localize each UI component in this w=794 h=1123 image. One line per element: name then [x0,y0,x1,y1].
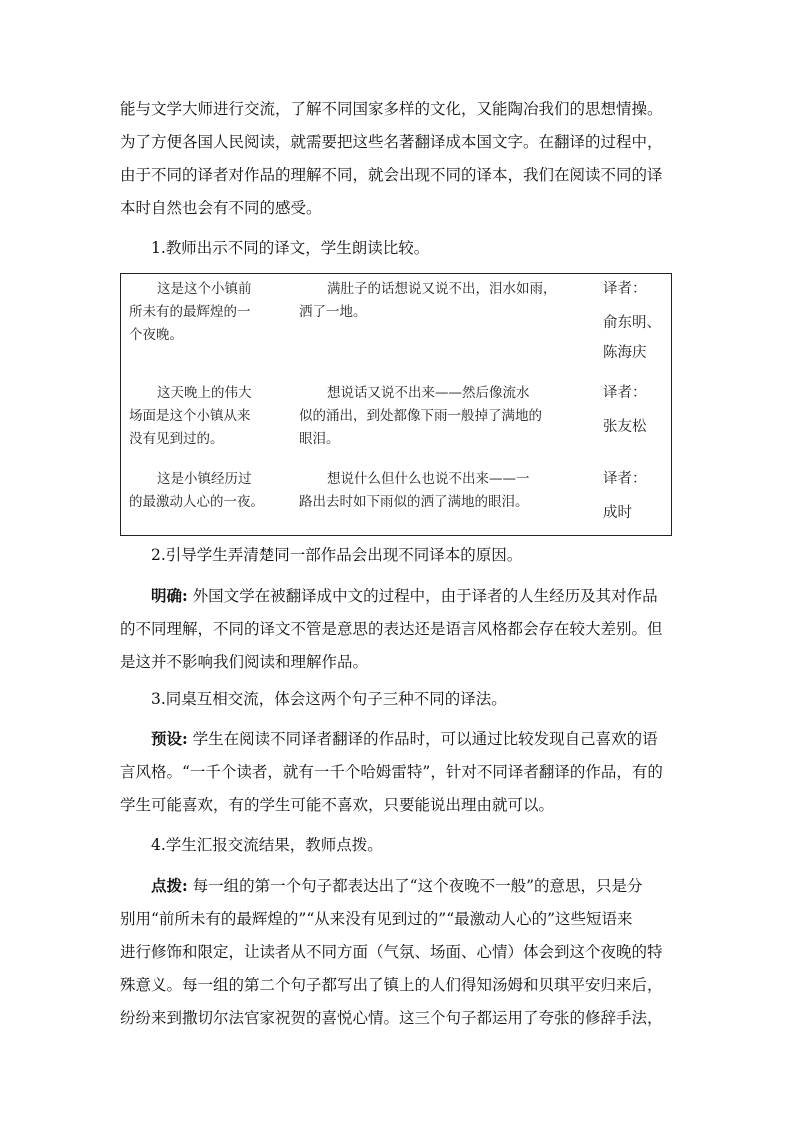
row-2-sentence-a: 这天晚上的伟大 场面是这个小镇从来 没有见到过的。 [129,385,252,447]
translator-name: 成时 [603,505,632,521]
row-1-translator [603,274,667,368]
intro-line: 本时自然也会有不同的感受。 [120,199,322,217]
step-1 [120,232,680,265]
row-2-translator [603,378,667,442]
preset-label: 预设: [151,729,188,748]
row-3-sentence-a: 这是小镇经历过 的最激动人心的一夜。 [129,471,264,510]
step-1-text: 1.教师出示不同的译文，学生朗读比较。 [151,239,430,257]
step-3 [120,683,680,716]
guidance-paragraph: 点拨: 每一组的第一个句子都表达出了“这个夜晚不一般”的意思，只是分 别用“前所未有的最辉煌的”“从来没有见到过的”“最激动人心的”这些短语来 进行修饰和限定，让读者从不同方面（气氛、场面、心情）体会到这个夜晚的特 殊意义。每一组的第二个句子都写出了镇上的人们得知汤姆和贝琪平安归来后， 纷纷来到撒切尔法官家祝贺的喜悦心情。这三个句子都运用了夸张的修辞手法， [120,876,663,1027]
row-3-sentence-b: 想说什么但什么也说不出来——一 路出去时如下雨似的洒了满地的眼泪。 [299,471,530,510]
step-3-text: 3.同桌互相交流，体会这两个句子三种不同的译法。 [151,690,507,708]
translation-table [120,273,672,536]
translator-name: 俞东明、 [603,315,661,331]
step-4 [120,829,680,862]
preset-paragraph: 预设: 学生在阅读不同译者翻译的作品时，可以通过比较发现自己喜欢的语 言风格。“一千个读者，就有一千个哈姆雷特”，针对不同译者翻译的作品，有的 学生可能喜欢，有的学生可能不喜欢，只要能说出理由就可以。 [120,729,663,814]
row-2-sentence-b: 想说话又说不出来——然后像流水 似的涌出，到处都像下雨一般掉了满地的 眼泪。 [299,385,542,447]
translator-label: 译者： [603,281,647,297]
translator-label: 译者： [603,385,647,401]
intro-line: 由于不同的译者对作品的理解不同，就会出现不同的译本，我们在阅读不同的译 [120,166,663,184]
translator-name: 张友松 [603,419,647,435]
translator-name: 陈海庆 [603,345,647,361]
row-3-translator [603,464,667,528]
step-4-text: 4.学生汇报交流结果，教师点拨。 [151,836,383,854]
clarify-label: 明确: [151,586,188,605]
intro-line: 能与文学大师进行交流，了解不同国家多样的文化，又能陶冶我们的思想情操。 [120,100,663,118]
intro-line: 为了方便各国人民阅读，就需要把这些名著翻译成本国文字。在翻译的过程中， [120,133,663,151]
row-1-sentence-a: 这是这个小镇前 所未有的最辉煌的一 个夜晚。 [129,281,252,343]
step-2-text: 2.引导学生弄清楚同一部作品会出现不同译本的原因。 [151,546,523,564]
step-2 [120,539,680,572]
clarify-paragraph: 明确: 外国文学在被翻译成中文的过程中，由于译者的人生经历及其对作品 的不同理解，不同的译文不管是意思的表达还是语言风格都会存在较大差别。但 是这并不影响我们阅读和理解作品。 [120,586,663,671]
guidance-label: 点拨: [151,876,188,895]
intro-paragraph [120,93,680,225]
row-1-sentence-b: 满肚子的话想说又说不出，泪水如雨， 洒了一地。 [299,281,557,320]
translator-label: 译者： [603,471,647,487]
